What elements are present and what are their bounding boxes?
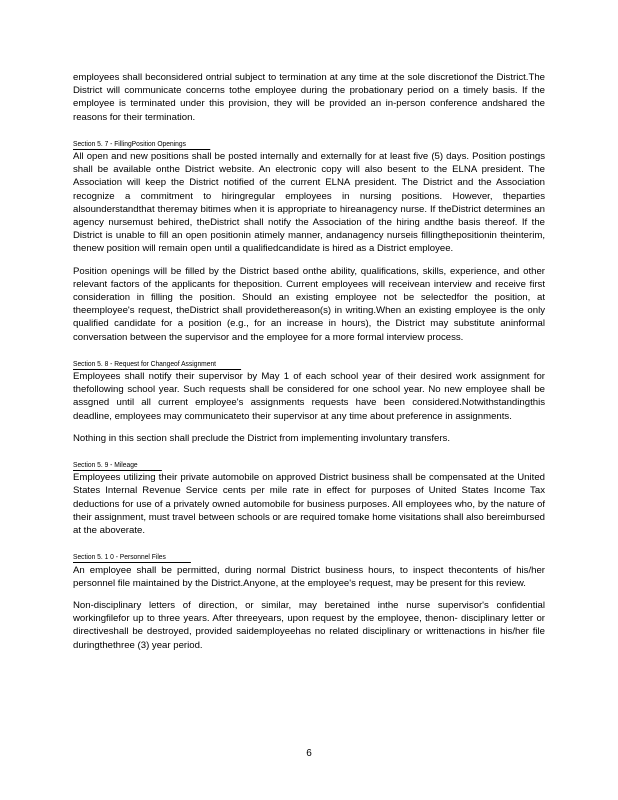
intro-paragraph: employees shall beconsidered ontrial subject to termination at any time at the sole discretionof the District.The District will communicate concerns tothe employee during the probationary period on a timely basis. If the employee is terminated under this provision, they will be provided an in-person conference andshared the reasons for their termination.: [73, 72, 545, 123]
section-paragraph: Nothing in this section shall preclude the District from implementing involuntary transfers.: [73, 432, 450, 444]
section-heading: Section 5. 9 - Mileage: [73, 460, 162, 471]
section-heading: Section 5. 8 - Request for Changeof Assignment: [73, 359, 241, 370]
section-paragraph: Non-disciplinary letters of direction, or similar, may beretained inthe nurse supervisor's confidential workingfilefor up to three years. After threeyears, upon request by the employee, thenon- disciplinary letter or directiveshall be destroyed, provided saidemployeehas no related disciplinary or writtenactions in his/her file duringthethree (3) year period.: [73, 599, 545, 651]
section-paragraph: All open and new positions shall be posted internally and externally for at least five (5) days. Position postings shall be available onthe District website. An electronic copy will also besent to the ELNA president. The Association will keep the District notified of the current ELNA president. The District and the Association recognize a commitment to hiringregular employees in nursing positions. However, theparties alsounderstandthat theremay bitimes when it is appropriate to hireanagency nurse. If theDistrict determines an agency nursemust behired, theDistrict shall notify the Association of the hiring andthe basis thereof. If the District is unable to fill an open positionin atimely manner, andanagency nurseis fillingthepositionin theinterim, thenew position will remain open until a qualifiedcandidate is hired as a District employee.: [73, 151, 545, 255]
section-paragraph: An employee shall be permitted, during normal District business hours, to inspect thecontents of his/her personnel file maintained by the District.Anyone, at the employee's request, may be present for this review.: [73, 564, 545, 589]
page-number: 6: [306, 748, 312, 759]
section-5-7: [73, 133, 545, 344]
section-heading: Section 5. 1 0 - Personnel Files: [73, 552, 191, 563]
section-heading: Section 5. 7 - FillingPosition Openings: [73, 139, 211, 150]
section-paragraph: Employees shall notify their supervisor by May 1 of each school year of their desired work assignment for thefollowing school year. Such requests shall be considered for one school year. No new employee shall be assgned until all current employee's assignments requests have been considered.Notwithstandingthis deadline, employees may communicateto their supervisor at any time about preference in assignments.: [73, 371, 545, 422]
section-paragraph: Position openings will be filled by the District based onthe ability, qualifications, skills, experience, and other relevant factors of the applicants for theposition. Current employees will receivean interview and receive first consideration in filling the position. Should an existing employee not be selectedfor the position, at theemployee's request, theDistrict shall providethereason(s) in writing.When an existing employee is the only qualified candidate for a position (e.g., for an increase in hours), the District may substitute aninformal conversation between the supervisor and the employee for a more formal interview process.: [73, 265, 545, 343]
section-5-8: [73, 353, 545, 445]
section-paragraph: Employees utilizing their private automobile on approved District business shall be compensated at the United States Internal Revenue Service cents per mile rate in effect for purposes of United States Income Tax deductions for use of a privately owned automobile for business purposes. All employees who, by the nature of their assignment, must travel between schools or are required tomake home visitations shall also bereimbursed at the aboverate.: [73, 472, 545, 537]
section-5-10: [73, 546, 545, 651]
document-body: [73, 71, 545, 661]
section-5-9: [73, 454, 545, 537]
